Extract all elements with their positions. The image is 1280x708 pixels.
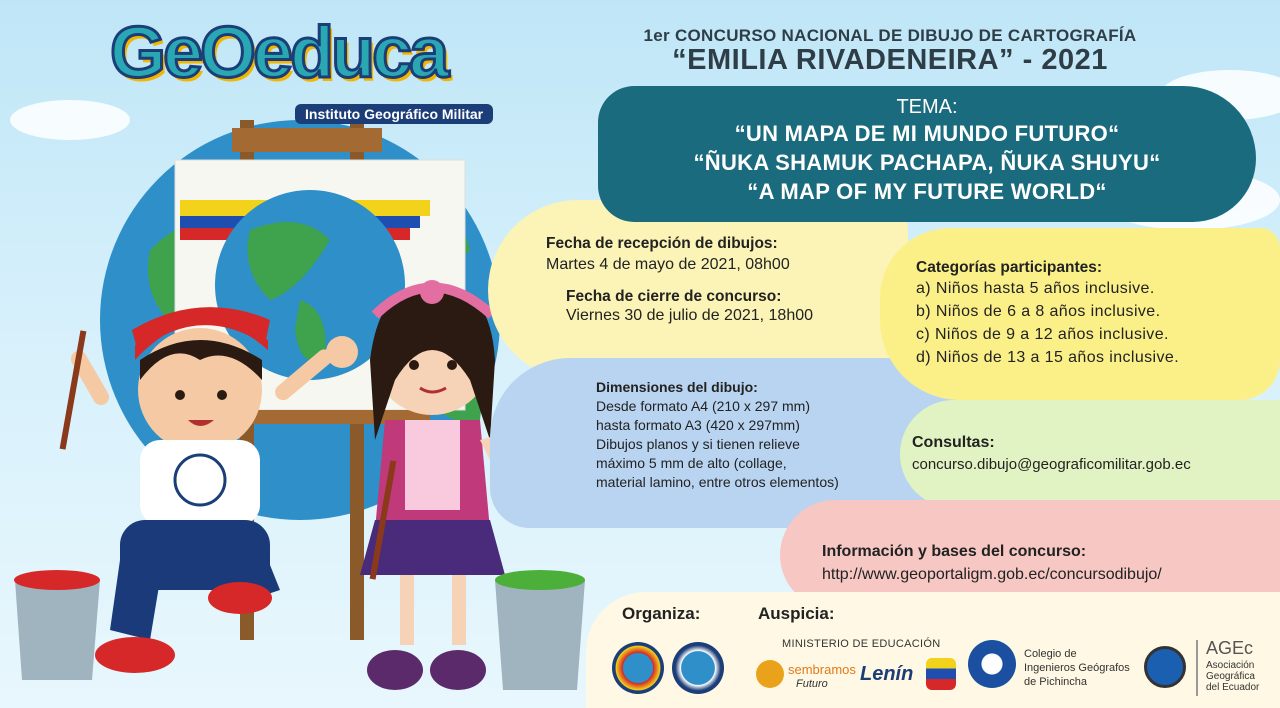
dimensions-line: material lamino, entre otros elementos) bbox=[596, 474, 839, 490]
close-date-label: Fecha de cierre de concurso: bbox=[566, 288, 782, 305]
consultas-label: Consultas: bbox=[912, 434, 995, 451]
close-date-value: Viernes 30 de julio de 2021, 18h00 bbox=[566, 307, 814, 324]
category-item: b) Niños de 6 a 8 años inclusive. bbox=[916, 303, 1161, 320]
agec-line: Asociación bbox=[1206, 660, 1255, 671]
theme-line-en: “A MAP OF MY FUTURE WORLD“ bbox=[747, 179, 1107, 204]
igm-seal-icon bbox=[612, 642, 664, 694]
globe-icon bbox=[1144, 646, 1186, 688]
organiza-label: Organiza: bbox=[622, 604, 701, 623]
agec-line: Geográfica bbox=[1206, 671, 1255, 682]
theme-line-es: “UN MAPA DE MI MUNDO FUTURO“ bbox=[734, 121, 1120, 146]
info-url[interactable]: http://www.geoportaligm.gob.ec/concursodibujo/ bbox=[822, 566, 1162, 583]
dimensions-line: hasta formato A3 (420 x 297mm) bbox=[596, 417, 800, 433]
ecuador-shield-icon bbox=[926, 658, 956, 690]
categories-label: Categorías participantes: bbox=[916, 259, 1103, 276]
colegio-line: Ingenieros Geógrafos bbox=[1024, 662, 1130, 674]
dimensions-line: Desde formato A4 (210 x 297 mm) bbox=[596, 398, 810, 414]
dimensions-label: Dimensiones del dibujo: bbox=[596, 379, 758, 395]
colegio-seal-icon bbox=[968, 640, 1016, 688]
category-item: a) Niños hasta 5 años inclusive. bbox=[916, 280, 1155, 297]
agec-short: AGEc bbox=[1206, 638, 1254, 658]
info-label: Información y bases del concurso: bbox=[822, 543, 1087, 560]
lenin-signature: Lenín bbox=[860, 663, 914, 685]
theme-banner bbox=[598, 86, 1256, 222]
dimensions-line: máximo 5 mm de alto (collage, bbox=[596, 455, 787, 471]
logo-wordmark: GeOeduca bbox=[110, 13, 447, 93]
agec-divider bbox=[1196, 640, 1198, 696]
colegio-line: de Pichincha bbox=[1024, 676, 1087, 688]
ministerio-label: MINISTERIO DE EDUCACIÓN bbox=[782, 638, 941, 650]
logo-subtitle: Instituto Geográfico Militar bbox=[295, 104, 493, 124]
agec-line: del Ecuador bbox=[1206, 682, 1260, 693]
futuro-label: Futuro bbox=[796, 678, 828, 690]
consultas-email[interactable]: concurso.dibujo@geograficomilitar.gob.ec bbox=[912, 456, 1191, 473]
reception-date-label: Fecha de recepción de dibujos: bbox=[546, 235, 778, 252]
theme-line-kichwa: “ÑUKA SHAMUK PACHAPA, ÑUKA SHUYU“ bbox=[693, 150, 1161, 175]
category-item: d) Niños de 13 a 15 años inclusive. bbox=[916, 349, 1180, 366]
consultas-panel bbox=[900, 400, 1280, 508]
inamhi-seal-icon bbox=[672, 642, 724, 694]
theme-label: TEMA: bbox=[896, 96, 958, 118]
contest-title: “EMILIA RIVADENEIRA” - 2021 bbox=[672, 44, 1108, 76]
reception-date-value: Martes 4 de mayo de 2021, 08h00 bbox=[546, 256, 790, 273]
dimensions-line: Dibujos planos y si tienen relieve bbox=[596, 436, 800, 452]
tree-icon bbox=[756, 660, 784, 688]
contest-subtitle: 1er CONCURSO NACIONAL DE DIBUJO DE CARTOGRAFÍA bbox=[643, 26, 1137, 45]
category-item: c) Niños de 9 a 12 años inclusive. bbox=[916, 326, 1169, 343]
auspicia-label: Auspicia: bbox=[758, 604, 835, 623]
sembramos-label: sembramos bbox=[788, 662, 856, 677]
colegio-line: Colegio de bbox=[1024, 648, 1077, 660]
